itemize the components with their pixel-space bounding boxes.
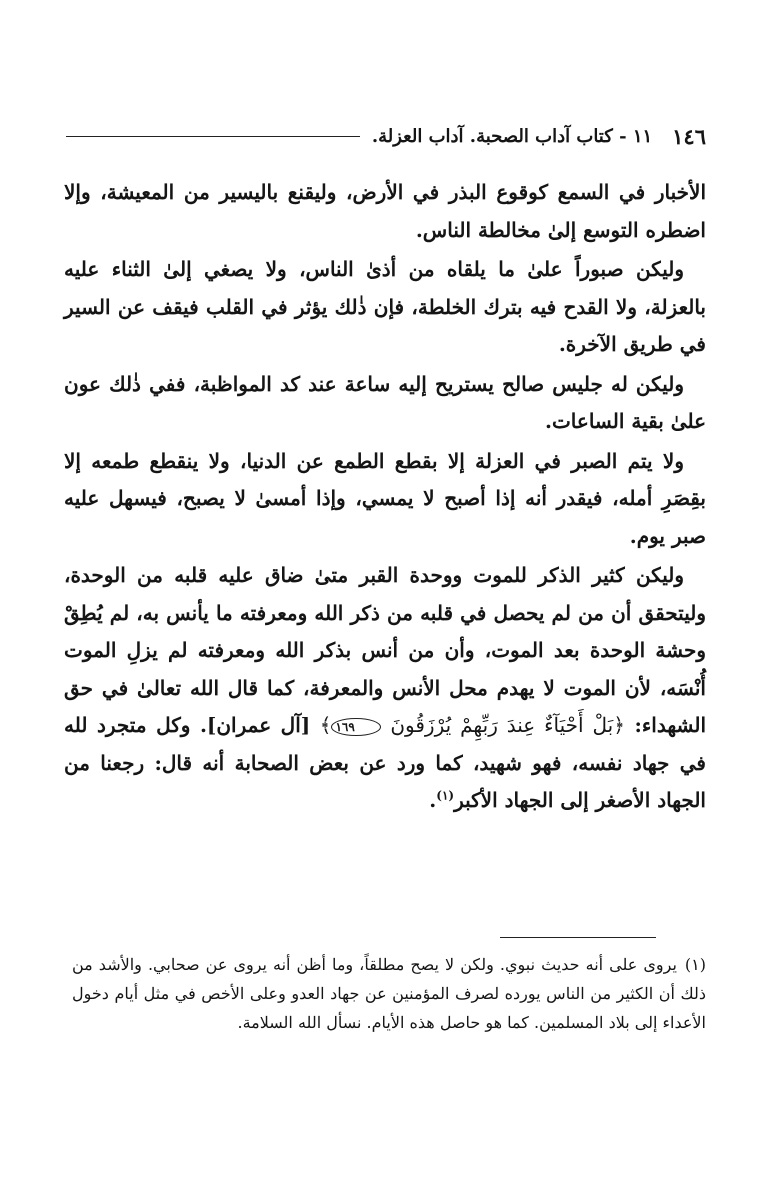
page-header bbox=[66, 120, 706, 152]
paragraph-2: وليكن صبوراً علىٰ ما يلقاه من أذىٰ الناس، ولا يصغي إلىٰ الثناء عليه بالعزلة، ولا القدح فيه بترك الخلطة، فإن ذٰلك يؤثر في القلب فيقف عن السير في طريق الآخرة. bbox=[64, 257, 706, 356]
paragraph-5-text: وليكن كثير الذكر للموت ووحدة القبر متىٰ ضاق عليه قلبه من الوحدة، وليتحقق أن من لم يحصل في قلبه من ذكر الله ومعرفته ما يأنس به، لم يُطِقْ وحشة الوحدة بعد الموت، وأن من أنس بذكر الله ومعرفته لم يزلِ الموت أُنْسَه، لأن الموت لا يهدم محل الأنس والمعرفة، كما قال الله تعالىٰ في حق الشهداء: bbox=[64, 563, 707, 737]
paragraph-5-end: . bbox=[429, 788, 437, 812]
paragraph-5 bbox=[64, 557, 706, 820]
footnote-rule bbox=[500, 937, 656, 938]
paragraph-1: الأخبار في السمع كوقوع البذر في الأرض، وليقنع باليسير من المعيشة، وإلا اضطره التوسع إلىٰ مخالطة الناس. bbox=[64, 180, 706, 242]
citation: [آل عمران]. bbox=[199, 713, 311, 737]
header-rule bbox=[66, 136, 360, 137]
ayah-number: ١٦٩ bbox=[331, 718, 380, 736]
footnote-text: يروى على أنه حديث نبوي. ولكن لا يصح مطلقاً، وما أظن أنه يروى عن صحابي. والأشد من ذلك أن الكثير من الناس يورده لصرف المؤمنين عن جهاد العدو وعلى الأخص في مثل أيام دخول الأعداء إلى بلاد المسلمين. كما هو حاصل هذه الأيام. نسأل الله السلامة. bbox=[72, 955, 706, 1032]
quran-verse: ﴿بَلْ أَحْيَآءٌ عِندَ رَبِّهِمْ يُرْزَقُونَ bbox=[390, 713, 625, 737]
running-head: ١١ - كتاب آداب الصحبة. آداب العزلة. bbox=[371, 125, 653, 147]
footnote-number: (١) bbox=[684, 955, 706, 974]
footnote bbox=[72, 950, 706, 1037]
footnote-marker[interactable]: (١) bbox=[436, 788, 455, 803]
main-text bbox=[64, 174, 706, 822]
paragraph-5-continuation: وكل متجرد لله في جهاد نفسه، فهو شهيد، كما ورد عن بعض الصحابة أنه قال: رجعنا من الجهاد الأصغر إلى الجهاد الأكبر bbox=[64, 713, 706, 812]
quran-close-bracket: ﴾ bbox=[319, 713, 332, 737]
paragraph-4: ولا يتم الصبر في العزلة إلا بقطع الطمع عن الدنيا، ولا ينقطع طمعه إلا بقِصَرِ أمله، فيقدر أنه إذا أصبح لا يمسي، وإذا أمسىٰ لا يصبح، فيسهل عليه صبر يوم. bbox=[64, 448, 706, 548]
paragraph-3: وليكن له جليس صالح يستريح إليه ساعة عند كد المواظبة، ففي ذٰلك عون علىٰ بقية الساعات. bbox=[64, 371, 706, 433]
page-number: ١٤٦ bbox=[672, 123, 706, 149]
